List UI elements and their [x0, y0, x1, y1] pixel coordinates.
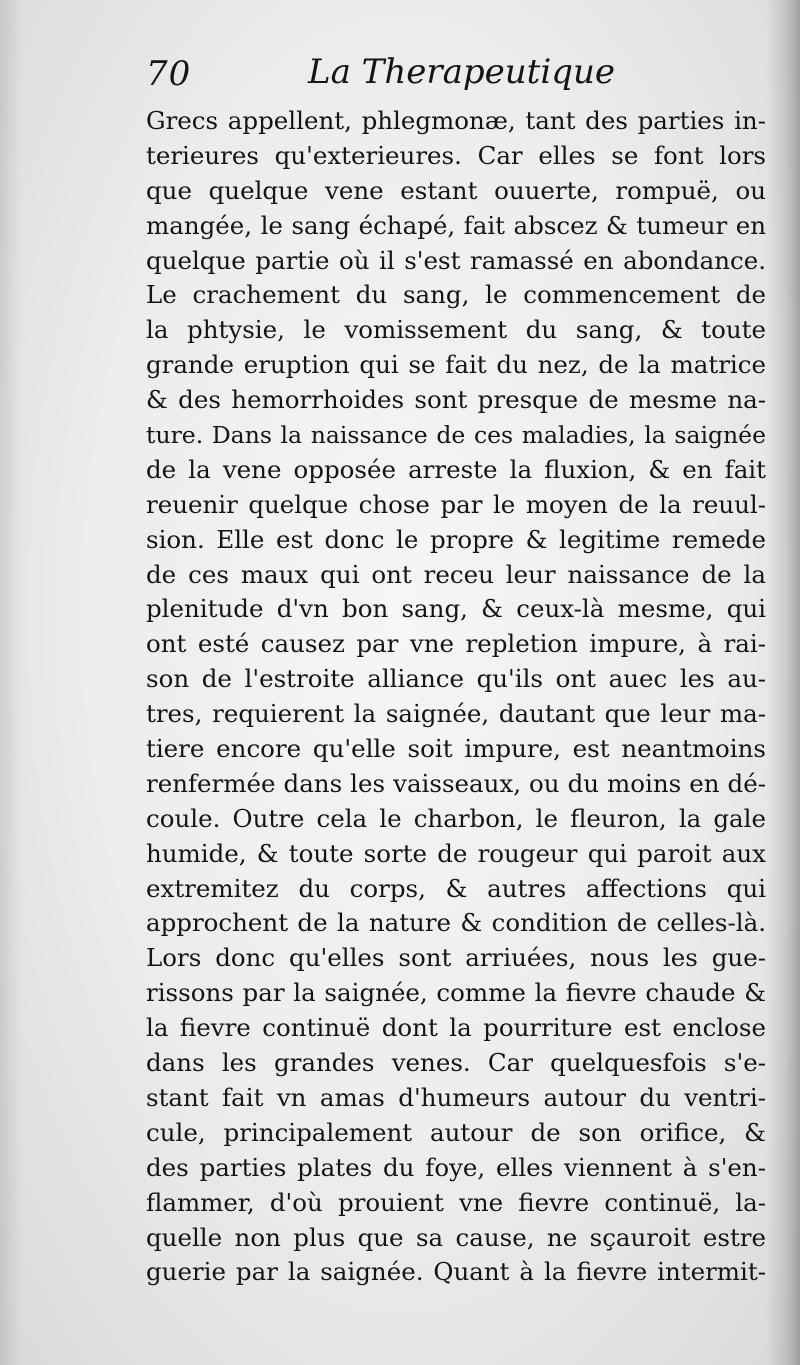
text-line: de ces maux qui ont receu leur naissance de la	[146, 559, 766, 589]
text-line: quelle non plus que sa cause, ne sçauroit estre	[146, 1222, 766, 1252]
text-line: renfermée dans les vaisseaux, ou du moins en dé-	[146, 768, 766, 798]
body-text	[146, 104, 766, 1290]
text-line: la phtysie, le vomissement du sang, & toute	[146, 315, 766, 345]
text-line: Grecs appellent, phlegmonæ, tant des parties in-	[146, 106, 766, 135]
text-line: stant fait vn amas d'humeurs autour du ventri-	[146, 1082, 766, 1112]
text-line: sion. Elle est donc le propre & legitime remede	[146, 524, 766, 554]
text-line: flammer, d'où prouient vne fievre continuë, la-	[146, 1187, 766, 1217]
text-line: Lors donc qu'elles sont arriuées, nous les gue-	[146, 943, 766, 973]
text-line: cule, principalement autour de son orifice, &	[146, 1117, 766, 1147]
text-line: quelque partie où il s'est ramassé en abondance.	[146, 245, 766, 275]
text-line: & des hemorrhoides sont presque de mesme na-	[146, 385, 766, 415]
text-line: terieures qu'exterieures. Car elles se font lors	[146, 140, 766, 170]
text-line: reuenir quelque chose par le moyen de la reuul-	[146, 489, 766, 519]
text-line: que quelque vene estant ouuerte, rompuë, ou	[146, 175, 766, 205]
text-line: grande eruption qui se fait du nez, de la matrice	[146, 350, 766, 380]
text-line: rissons par la saignée, comme la fievre chaude &	[146, 978, 766, 1008]
text-line: tiere encore qu'elle soit impure, est neantmoins	[146, 734, 766, 764]
text-line: la fievre continuë dont la pourriture est enclose	[146, 1013, 766, 1043]
page-number: 70	[146, 54, 192, 94]
text-line: mangée, le sang échapé, fait abscez & tumeur en	[146, 210, 766, 240]
text-line: de la vene opposée arreste la fluxion, & en fait	[146, 454, 766, 484]
page-edge-shadow	[766, 0, 800, 1365]
text-line: extremitez du corps, & autres affections qui	[146, 873, 766, 903]
text-line: approchent de la nature & condition de celles-là.	[146, 908, 766, 938]
page-header	[146, 48, 766, 104]
text-line: ture. Dans la naissance de ces maladies, la saignée	[146, 421, 766, 450]
text-line: guerie par la saignée. Quant à la fievre intermit-	[146, 1257, 766, 1287]
text-line: coule. Outre cela le charbon, le fleuron, la gale	[146, 803, 766, 833]
text-line: des parties plates du foye, elles viennent à s'en-	[146, 1152, 766, 1182]
running-title: La Therapeutique	[308, 52, 615, 92]
text-line: dans les grandes venes. Car quelquesfois s'e-	[146, 1048, 766, 1078]
gutter-shadow	[0, 0, 22, 1365]
text-line: Le crachement du sang, le commencement de	[146, 280, 766, 310]
text-line: plenitude d'vn bon sang, & ceux-là mesme, qui	[146, 594, 766, 624]
text-line: son de l'estroite alliance qu'ils ont auec les au-	[146, 664, 766, 694]
text-line: tres, requierent la saignée, dautant que leur ma-	[146, 699, 766, 729]
text-line: humide, & toute sorte de rougeur qui paroit aux	[146, 838, 766, 868]
text-line: ont esté causez par vne repletion impure, à rai-	[146, 629, 766, 659]
